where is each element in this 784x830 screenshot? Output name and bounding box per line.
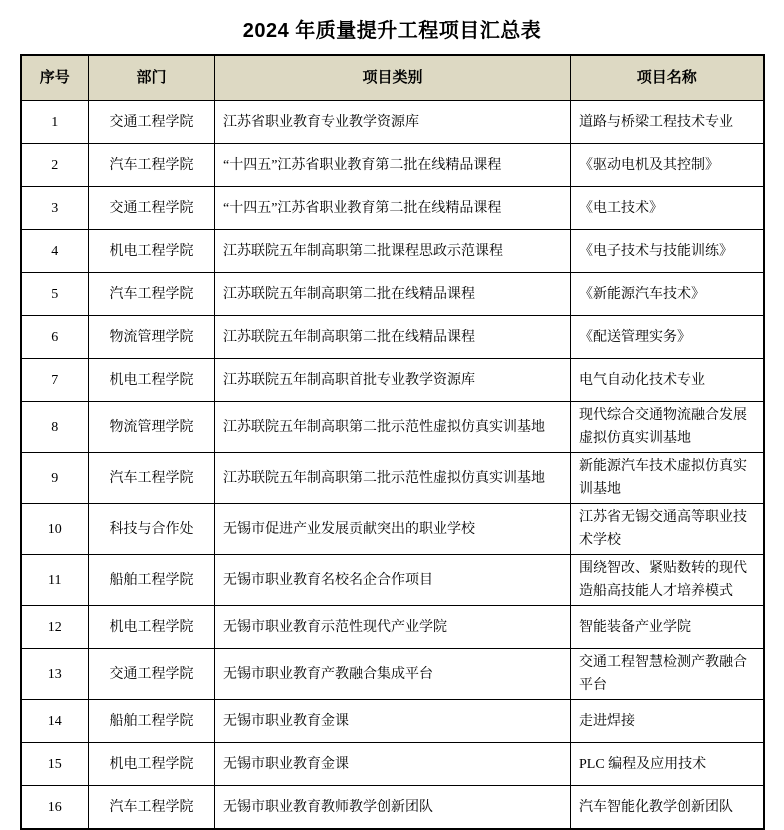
cell-name: 围绕智改、紧贴数转的现代造船高技能人才培养模式 xyxy=(571,555,764,606)
cell-department: 机电工程学院 xyxy=(89,606,215,649)
cell-no: 1 xyxy=(21,101,89,144)
table-row xyxy=(21,187,764,230)
cell-category: 江苏联院五年制高职第二批示范性虚拟仿真实训基地 xyxy=(215,453,571,504)
cell-department: 物流管理学院 xyxy=(89,316,215,359)
cell-department: 汽车工程学院 xyxy=(89,453,215,504)
table-row xyxy=(21,144,764,187)
cell-category: 江苏省职业教育专业教学资源库 xyxy=(215,101,571,144)
cell-name: 江苏省无锡交通高等职业技术学校 xyxy=(571,504,764,555)
cell-no: 10 xyxy=(21,504,89,555)
cell-category: 江苏联院五年制高职第二批在线精品课程 xyxy=(215,316,571,359)
cell-department: 船舶工程学院 xyxy=(89,555,215,606)
cell-department: 物流管理学院 xyxy=(89,402,215,453)
cell-category: 无锡市职业教育金课 xyxy=(215,743,571,786)
cell-name: 道路与桥梁工程技术专业 xyxy=(571,101,764,144)
cell-department: 机电工程学院 xyxy=(89,230,215,273)
cell-department: 机电工程学院 xyxy=(89,743,215,786)
table-row xyxy=(21,359,764,402)
cell-category: 无锡市职业教育示范性现代产业学院 xyxy=(215,606,571,649)
table-header xyxy=(21,55,764,101)
cell-category: “十四五”江苏省职业教育第二批在线精品课程 xyxy=(215,144,571,187)
cell-name: 交通工程智慧检测产教融合平台 xyxy=(571,649,764,700)
projects-summary-table xyxy=(20,54,765,830)
table-row xyxy=(21,453,764,504)
table-row xyxy=(21,743,764,786)
cell-no: 13 xyxy=(21,649,89,700)
cell-category: 无锡市职业教育教师教学创新团队 xyxy=(215,786,571,830)
cell-no: 2 xyxy=(21,144,89,187)
cell-department: 交通工程学院 xyxy=(89,649,215,700)
cell-no: 4 xyxy=(21,230,89,273)
cell-name: PLC 编程及应用技术 xyxy=(571,743,764,786)
table-body xyxy=(21,101,764,830)
table-row xyxy=(21,555,764,606)
cell-no: 12 xyxy=(21,606,89,649)
cell-category: 无锡市促进产业发展贡献突出的职业学校 xyxy=(215,504,571,555)
cell-department: 机电工程学院 xyxy=(89,359,215,402)
table-row xyxy=(21,273,764,316)
cell-name: 《驱动电机及其控制》 xyxy=(571,144,764,187)
cell-name: 《电子技术与技能训练》 xyxy=(571,230,764,273)
cell-name: 电气自动化技术专业 xyxy=(571,359,764,402)
cell-name: 汽车智能化教学创新团队 xyxy=(571,786,764,830)
cell-category: 无锡市职业教育产教融合集成平台 xyxy=(215,649,571,700)
cell-department: 交通工程学院 xyxy=(89,101,215,144)
cell-category: 无锡市职业教育名校名企合作项目 xyxy=(215,555,571,606)
cell-name: 现代综合交通物流融合发展虚拟仿真实训基地 xyxy=(571,402,764,453)
cell-department: 科技与合作处 xyxy=(89,504,215,555)
cell-name: 新能源汽车技术虚拟仿真实训基地 xyxy=(571,453,764,504)
cell-category: 江苏联院五年制高职第二批课程思政示范课程 xyxy=(215,230,571,273)
table-row xyxy=(21,230,764,273)
cell-no: 16 xyxy=(21,786,89,830)
page-title: 2024 年质量提升工程项目汇总表 xyxy=(242,20,542,42)
cell-category: 无锡市职业教育金课 xyxy=(215,700,571,743)
cell-department: 交通工程学院 xyxy=(89,187,215,230)
cell-no: 8 xyxy=(21,402,89,453)
cell-department: 汽车工程学院 xyxy=(89,273,215,316)
header-cell-no: 序号 xyxy=(21,55,89,101)
table-row xyxy=(21,606,764,649)
cell-no: 15 xyxy=(21,743,89,786)
table-row xyxy=(21,101,764,144)
cell-name: 《新能源汽车技术》 xyxy=(571,273,764,316)
cell-no: 5 xyxy=(21,273,89,316)
cell-no: 7 xyxy=(21,359,89,402)
cell-department: 汽车工程学院 xyxy=(89,144,215,187)
cell-no: 6 xyxy=(21,316,89,359)
cell-no: 9 xyxy=(21,453,89,504)
cell-name: 智能装备产业学院 xyxy=(571,606,764,649)
cell-category: 江苏联院五年制高职第二批在线精品课程 xyxy=(215,273,571,316)
cell-department: 汽车工程学院 xyxy=(89,786,215,830)
cell-name: 《配送管理实务》 xyxy=(571,316,764,359)
cell-name: 走进焊接 xyxy=(571,700,764,743)
cell-name: 《电工技术》 xyxy=(571,187,764,230)
cell-no: 3 xyxy=(21,187,89,230)
table-row xyxy=(21,700,764,743)
table-row xyxy=(21,649,764,700)
table-row xyxy=(21,316,764,359)
table-row xyxy=(21,786,764,830)
cell-category: 江苏联院五年制高职首批专业教学资源库 xyxy=(215,359,571,402)
header-cell-department: 部门 xyxy=(89,55,215,101)
cell-category: 江苏联院五年制高职第二批示范性虚拟仿真实训基地 xyxy=(215,402,571,453)
table-header-row xyxy=(21,55,764,101)
header-cell-category: 项目类别 xyxy=(215,55,571,101)
header-cell-name: 项目名称 xyxy=(571,55,764,101)
table-row xyxy=(21,402,764,453)
table-row xyxy=(21,504,764,555)
cell-category: “十四五”江苏省职业教育第二批在线精品课程 xyxy=(215,187,571,230)
cell-department: 船舶工程学院 xyxy=(89,700,215,743)
cell-no: 14 xyxy=(21,700,89,743)
cell-no: 11 xyxy=(21,555,89,606)
